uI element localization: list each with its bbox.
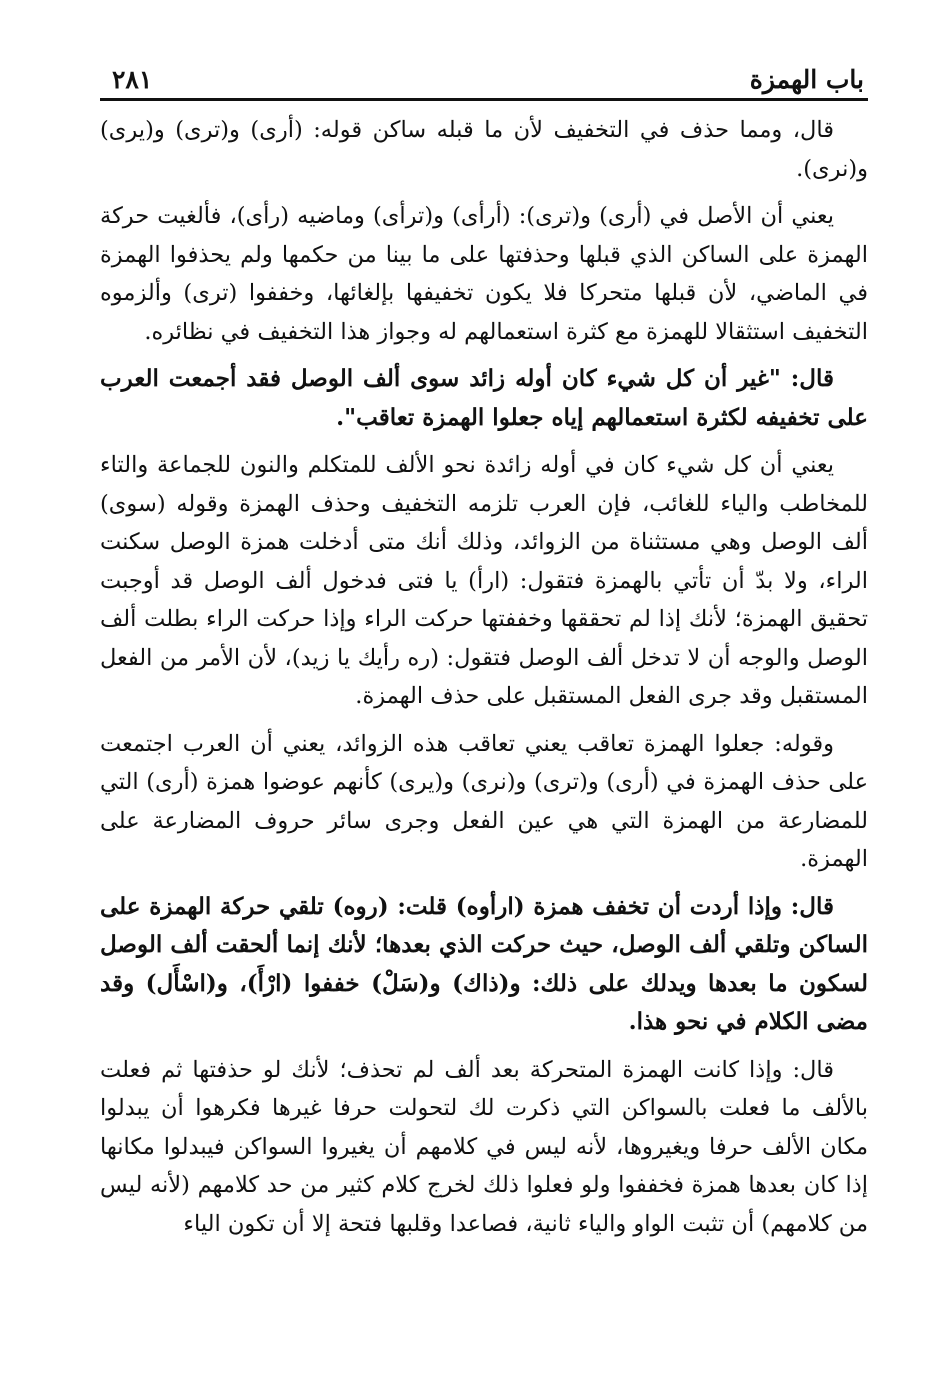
chapter-title: باب الهمزة [749, 65, 864, 94]
paragraph-4: يعني أن كل شيء كان في أوله زائدة نحو الألف للمتكلم والنون للجماعة والتاء للمخاطب والياء للغائب، فإن العرب تلزمه التخفيف وحذف الهمزة وقوله (سوى) ألف الوصل وهي مستثناة من الزوائد، وذلك أنك متى أدخلت همزة الوصل سكنت الراء، ولا بدّ أن تأتي بالهمزة فتقول: (ارأ) يا فتى فدخول ألف الوصل قد أوجبت تحقيق الهمزة؛ لأنك إذا لم تحققها وخففتها حركت الراء وإذا حركت الراء بطلت ألف الوصل والوجه أن لا تدخل ألف الوصل فتقول: (ره رأيك يا زيد)، لأن الأمر من الفعل المستقبل وقد جرى الفعل المستقبل على حذف الهمزة. [100, 452, 868, 709]
paragraph-5: وقوله: جعلوا الهمزة تعاقب يعني تعاقب هذه الزوائد، يعني أن العرب اجتمعت على حذف الهمزة في (أرى) و(ترى) و(نرى) و(يرى) كأنهم عوضوا همزة (أرى) التي للمضارعة من الهمزة التي هي عين الفعل وجرى سائر حروف المضارعة على الهمزة. [100, 730, 868, 872]
running-header [100, 58, 868, 94]
paragraph-3-quote: قال: "غير أن كل شيء كان أوله زائد سوى ألف الوصل فقد أجمعت العرب على تخفيفه لكثرة استعمالهم إياه جعلوا الهمزة تعاقب". [100, 365, 868, 431]
paragraph-2: يعني أن الأصل في (أرى) و(ترى): (أرأى) و(ترأى) وماضيه (رأى)، فألغيت حركة الهمزة على الساكن الذي قبلها وحذفتها على ما بينا من حكمها ولم يحذفوا الهمزة في الماضي، لأن قبلها متحركا فلا يكون تخفيفها بإلغائها، وخففوا (ترى) وألزموه التخفيف استثقالا للهمزة مع كثرة استعمالهم له وجواز هذا التخفيف في نظائره. [100, 203, 868, 345]
header-rule [100, 98, 868, 101]
page-number: ٢٨١ [112, 65, 153, 94]
book-page [100, 58, 868, 1252]
paragraph-7: قال: وإذا كانت الهمزة المتحركة بعد ألف لم تحذف؛ لأنك لو حذفتها ثم فعلت بالألف ما فعلت بالسواكن التي ذكرت لك لتحولت حرفا غيرها فكرهوا أن يبدلوا مكان الألف حرفا ويغيروها، لأنه ليس في كلامهم أن يغيروا السواكن فيبدلوا مكانها إذا كان بعدها همزة فخففوا ولو فعلوا ذلك لخرج كلام كثير من حد كلامهم (لأنه ليس من كلامهم) أن تثبت الواو والياء ثانية، فصاعدا وقلبها فتحة إلا أن تكون الياء [100, 1056, 868, 1237]
paragraph-1: قال، ومما حذف في التخفيف لأن ما قبله ساكن قوله: (أرى) و(ترى) و(يرى) و(نرى). [100, 117, 868, 182]
paragraph-6-quote: قال: وإذا أردت أن تخفف همزة (ارأوه) قلت: (روه) تلقي حركة الهمزة على الساكن وتلقي ألف الوصل، حيث حركت الذي بعدها؛ لأنك إنما ألحقت ألف الوصل لسكون ما بعدها ويدلك على ذلك: و(ذاك) و(سَلْ) خففوا (ارْأَ)، و(اسْأَل) وقد مضى الكلام في نحو هذا. [100, 892, 868, 1035]
